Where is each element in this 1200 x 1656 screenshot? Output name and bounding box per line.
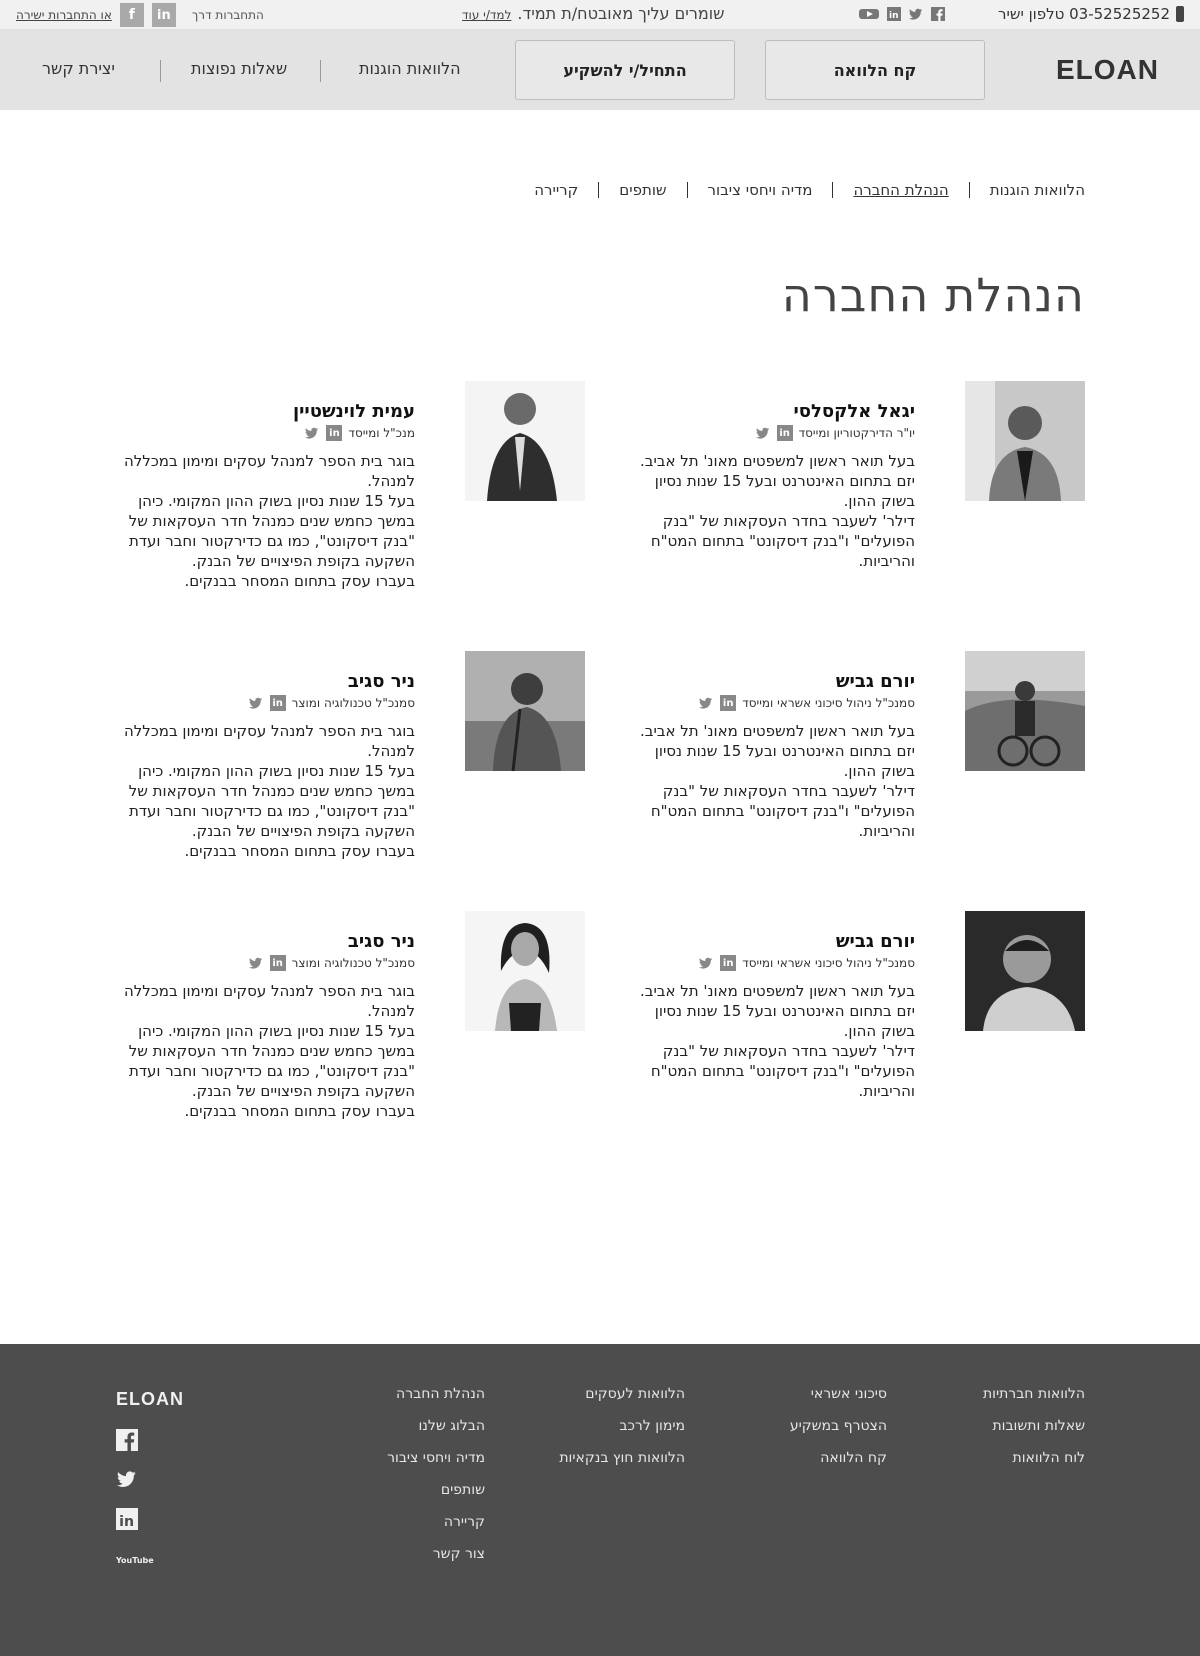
phone-contact[interactable] xyxy=(998,5,1184,23)
top-bar xyxy=(0,0,1200,30)
member-bio: בעל תואר ראשון למשפטים מאונ' תל אביב. יזם בתחום האינטרנט ובעל 15 שנות נסיון בשוק ההון. דילר' לשעבר בחדר העסקאות של "בנק הפועלים" ו"בנק דיסקונט" בתחום המט"ח והריביות. xyxy=(640,982,915,1100)
member-info xyxy=(615,401,915,571)
member-name: עמית לוינשטיין xyxy=(292,401,415,422)
subnav-fair-loans[interactable]: הלוואות הוגנות xyxy=(989,181,1085,199)
page-title: הנהלת החברה xyxy=(781,268,1085,322)
connect-via-label: התחברות דרך xyxy=(191,8,264,22)
twitter-icon[interactable] xyxy=(698,696,714,710)
team-member-card xyxy=(123,381,585,611)
nav-divider xyxy=(320,60,321,82)
footer xyxy=(0,1344,1200,1656)
footer-link[interactable]: לוח הלוואות xyxy=(1012,1450,1085,1466)
footer-link[interactable]: קריירה xyxy=(443,1514,485,1530)
subnav-divider xyxy=(687,182,688,198)
team-member-card xyxy=(635,381,1085,611)
take-loan-button[interactable]: קח הלוואה xyxy=(765,40,985,100)
subnav-partners[interactable]: שותפים xyxy=(619,181,667,199)
member-photo xyxy=(965,651,1085,771)
member-name: יורם גביש xyxy=(835,671,915,692)
footer-link[interactable]: מימון לרכב xyxy=(619,1418,685,1434)
member-info xyxy=(115,401,415,591)
svg-text:YouTube: YouTube xyxy=(116,1556,154,1565)
linkedin-icon[interactable]: in xyxy=(777,425,793,441)
direct-login-link[interactable]: או התחברות ישירה xyxy=(16,8,112,22)
facebook-login-icon[interactable]: f xyxy=(120,3,144,27)
linkedin-icon[interactable] xyxy=(116,1508,138,1530)
nav-contact[interactable]: יצירת קשר xyxy=(42,59,115,78)
footer-column xyxy=(790,1386,887,1482)
subnav-divider xyxy=(832,182,833,198)
footer-link[interactable]: צור קשר xyxy=(432,1546,485,1562)
member-bio: בעל תואר ראשון למשפטים מאונ' תל אביב. יזם בתחום האינטרנט ובעל 15 שנות נסיון בשוק ההון. דילר' לשעבר בחדר העסקאות של "בנק הפועלים" ו"בנק דיסקונט" בתחום המט"ח והריביות. xyxy=(640,452,915,570)
linkedin-icon[interactable]: in xyxy=(720,695,736,711)
slogan-area xyxy=(462,4,724,23)
nav-divider xyxy=(160,60,161,82)
twitter-icon[interactable] xyxy=(248,696,264,710)
footer-link[interactable]: מדיה ויחסי ציבור xyxy=(387,1450,485,1466)
phone-text: 03-52525252 טלפון ישיר xyxy=(998,5,1170,23)
twitter-icon[interactable] xyxy=(116,1469,138,1489)
footer-link[interactable]: שאלות ותשובות xyxy=(992,1418,1085,1434)
nav-fair-loans[interactable]: הלוואות הוגנות xyxy=(359,59,461,78)
subnav-divider xyxy=(969,182,970,198)
team-member-card xyxy=(123,651,585,881)
member-info xyxy=(115,671,415,861)
twitter-icon[interactable] xyxy=(755,426,771,440)
top-social-icons xyxy=(859,7,945,21)
slogan-text: שומרים עליך מאובטח/ת תמיד. xyxy=(517,4,725,23)
learn-more-link[interactable]: למד/י עוד xyxy=(462,8,512,22)
member-bio: בוגר בית הספר למנהל עסקים ומימון במכללה למנהל. בעל 15 שנות נסיון בשוק ההון המקומי. כיהן במשך כחמש שנים כמנהל חדר העסקאות של "בנק דיסקונט", כמו גם כדירקטור וחבר ועדת השקעה בקופת הפיצויים של הבנק. בעברו עסק בתחום המסחר בבנקים. xyxy=(123,452,415,590)
member-photo xyxy=(465,651,585,771)
subnav-divider xyxy=(598,182,599,198)
footer-link[interactable]: שותפים xyxy=(440,1482,485,1498)
member-photo xyxy=(965,381,1085,501)
subnav-careers[interactable]: קריירה xyxy=(534,181,579,199)
footer-link[interactable]: הלוואות חברתיות xyxy=(982,1386,1085,1402)
member-bio: בעל תואר ראשון למשפטים מאונ' תל אביב. יזם בתחום האינטרנט ובעל 15 שנות נסיון בשוק ההון. דילר' לשעבר בחדר העסקאות של "בנק הפועלים" ו"בנק דיסקונט" בתחום המט"ח והריביות. xyxy=(640,722,915,840)
linkedin-login-icon[interactable]: in xyxy=(152,3,176,27)
footer-logo[interactable] xyxy=(116,1389,186,1407)
twitter-icon[interactable] xyxy=(698,956,714,970)
svg-text:ELOAN: ELOAN xyxy=(1056,54,1159,85)
member-photo xyxy=(465,911,585,1031)
footer-link[interactable]: הלוואות חוץ בנקאיות xyxy=(559,1450,685,1466)
member-role: סמנכ"ל ניהול סיכוני אשראי ומייסד xyxy=(742,696,915,710)
member-photo xyxy=(465,381,585,501)
footer-column xyxy=(559,1386,685,1482)
sub-navigation xyxy=(514,181,1085,199)
member-role: יו"ר הדירקטוריון ומייסד xyxy=(798,426,915,440)
eloan-logo[interactable] xyxy=(1056,54,1159,85)
facebook-icon[interactable] xyxy=(116,1429,138,1451)
member-info xyxy=(115,931,415,1121)
main-header xyxy=(0,30,1200,110)
team-member-card xyxy=(635,651,1085,881)
member-role: סמנכ"ל טכנולוגיה ומוצר xyxy=(291,956,415,970)
footer-link[interactable]: קח הלוואה xyxy=(820,1450,887,1466)
linkedin-icon[interactable] xyxy=(887,7,901,21)
member-info xyxy=(615,671,915,841)
subnav-management[interactable]: הנהלת החברה xyxy=(853,181,949,199)
phone-icon xyxy=(1176,6,1184,22)
svg-text:ELOAN: ELOAN xyxy=(116,1389,184,1409)
footer-link[interactable]: הלוואות לעסקים xyxy=(585,1386,685,1402)
twitter-icon[interactable] xyxy=(304,426,320,440)
linkedin-icon[interactable]: in xyxy=(270,955,286,971)
footer-link[interactable]: הצטרף במשקיע xyxy=(789,1418,887,1434)
footer-link[interactable]: הבלוג שלנו xyxy=(418,1418,485,1434)
team-member-card xyxy=(635,911,1085,1141)
member-name: יורם גביש xyxy=(835,931,915,952)
footer-link[interactable]: הנהלת החברה xyxy=(396,1386,485,1402)
svg-text:in: in xyxy=(119,1514,135,1531)
member-bio: בוגר בית הספר למנהל עסקים ומימון במכללה למנהל. בעל 15 שנות נסיון בשוק ההון המקומי. כיהן במשך כחמש שנים כמנהל חדר העסקאות של "בנק דיסקונט", כמו גם כדירקטור וחבר ועדת השקעה בקופת הפיצויים של הבנק. בעברו עסק בתחום המסחר בבנקים. xyxy=(123,722,415,860)
linkedin-icon[interactable]: in xyxy=(720,955,736,971)
twitter-icon[interactable] xyxy=(909,7,923,21)
member-bio: בוגר בית הספר למנהל עסקים ומימון במכללה למנהל. בעל 15 שנות נסיון בשוק ההון המקומי. כיהן במשך כחמש שנים כמנהל חדר העסקאות של "בנק דיסקונט", כמו גם כדירקטור וחבר ועדת השקעה בקופת הפיצויים של הבנק. בעברו עסק בתחום המסחר בבנקים. xyxy=(123,982,415,1120)
facebook-icon[interactable] xyxy=(931,7,945,21)
start-investing-button[interactable]: התחיל/י להשקיע xyxy=(515,40,735,100)
linkedin-icon[interactable]: in xyxy=(326,425,342,441)
member-role: סמנכ"ל ניהול סיכוני אשראי ומייסד xyxy=(742,956,915,970)
member-info xyxy=(615,931,915,1101)
footer-link[interactable]: סיכוני אשראי xyxy=(810,1386,887,1402)
youtube-icon[interactable] xyxy=(859,7,879,21)
twitter-icon[interactable] xyxy=(248,956,264,970)
member-name: ניר סגיב xyxy=(347,931,415,952)
member-role: מנכ"ל ומייסד xyxy=(348,426,415,440)
youtube-icon[interactable] xyxy=(116,1553,154,1567)
social-login xyxy=(16,3,264,27)
svg-text:in: in xyxy=(889,11,899,21)
member-photo xyxy=(965,911,1085,1031)
member-name: יגאל אלקסלסי xyxy=(793,401,915,422)
team-member-card xyxy=(123,911,585,1141)
subnav-media[interactable]: מדיה ויחסי ציבור xyxy=(707,181,813,199)
footer-column xyxy=(387,1386,485,1578)
member-role: סמנכ"ל טכנולוגיה ומוצר xyxy=(291,696,415,710)
linkedin-icon[interactable]: in xyxy=(270,695,286,711)
nav-faq[interactable]: שאלות נפוצות xyxy=(191,59,288,78)
member-name: ניר סגיב xyxy=(347,671,415,692)
footer-column xyxy=(983,1386,1085,1482)
